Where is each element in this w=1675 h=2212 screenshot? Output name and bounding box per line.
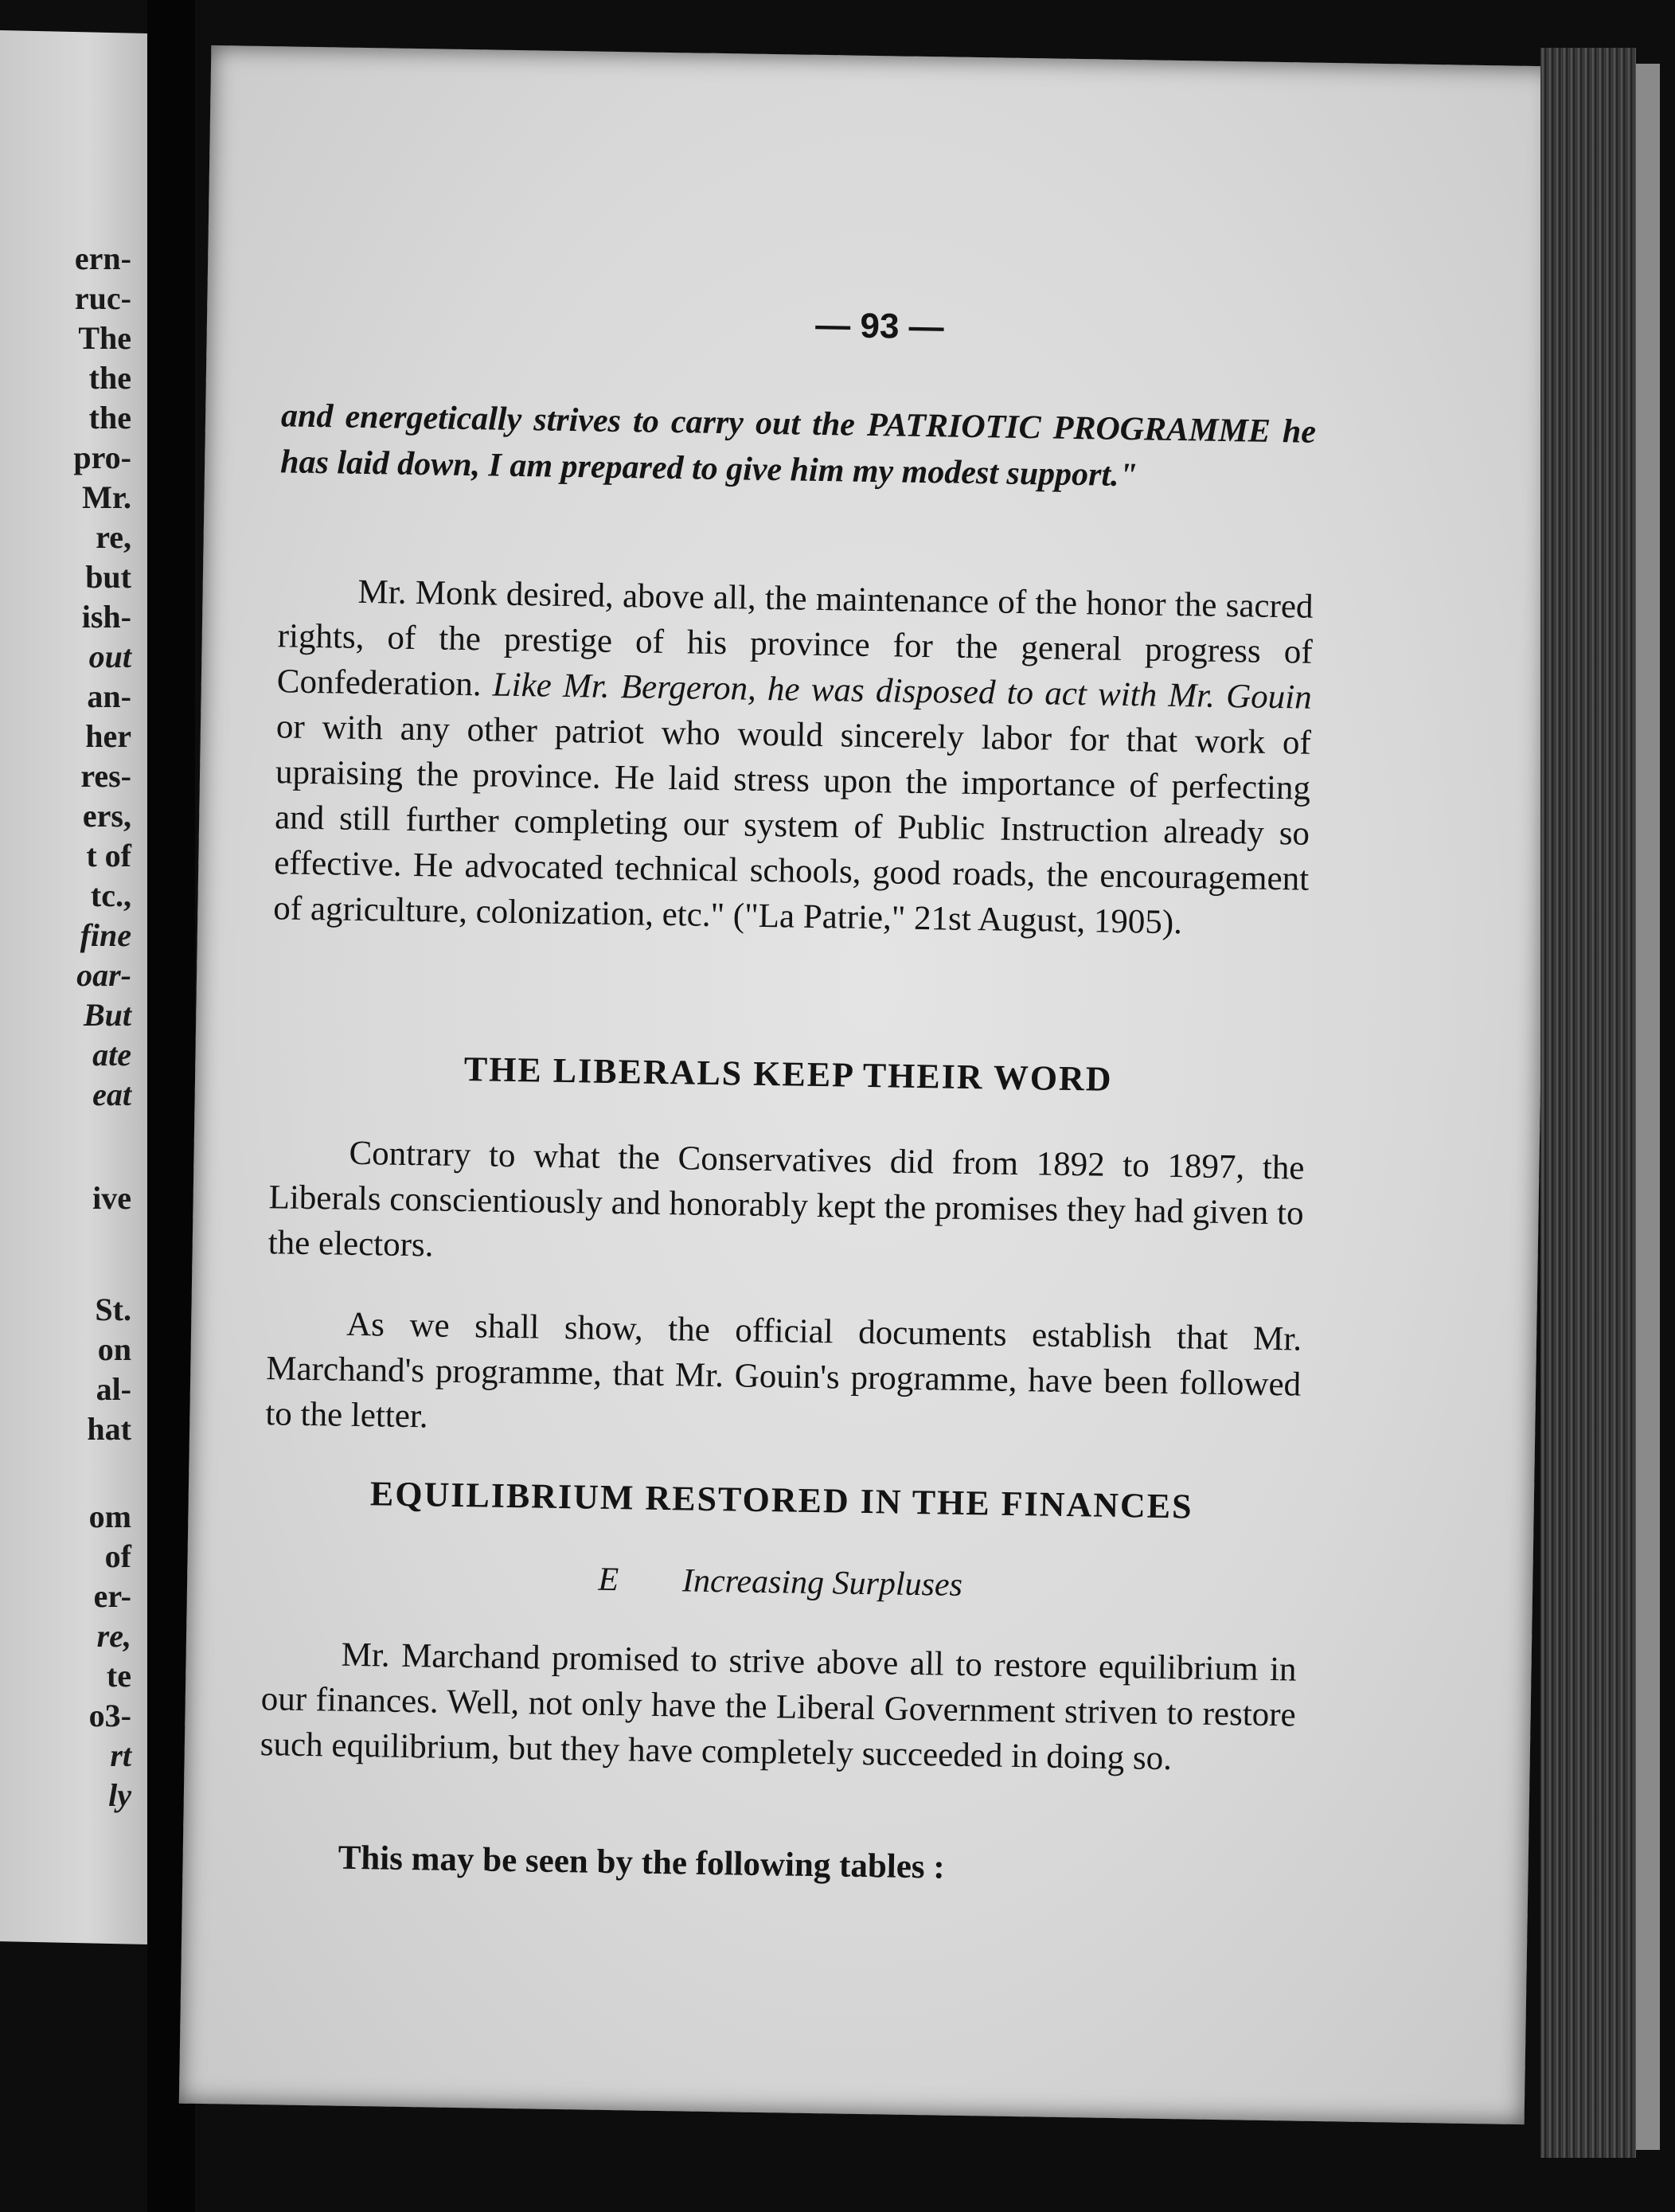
paragraph-monk — [273, 568, 1314, 947]
left-page-fragment: St. — [95, 1292, 131, 1327]
left-page-fragment: Mr. — [82, 479, 131, 515]
left-page-fragment: an- — [87, 678, 131, 714]
page-93 — [179, 45, 1556, 2124]
left-page-fragment: out — [88, 639, 131, 674]
left-page-fragment: te — [106, 1658, 131, 1694]
left-page-fragment: re, — [96, 519, 131, 555]
section-heading-equilibrium: EQUILIBRIUM RESTORED IN THE FINANCES — [369, 1474, 1193, 1526]
left-page-fragment: fine — [80, 917, 131, 953]
left-page-fragment: ish- — [81, 599, 131, 635]
left-page-fragment: er- — [93, 1578, 131, 1614]
left-page-fragment: al- — [96, 1371, 131, 1407]
page-number: — 93 — — [814, 305, 945, 347]
paragraph-tables-intro: This may be seen by the following tables : — [338, 1839, 946, 1886]
left-page-fragment: pro- — [73, 440, 131, 475]
left-page-fragment: on — [97, 1331, 131, 1367]
left-page-fragment: ruc- — [74, 280, 131, 316]
left-page-fragment: of — [104, 1538, 131, 1574]
paragraph-monk-text-1: Mr. Monk desired, above all, the maintenance of the honor the sacred rights, of the prestige of his province for the general progress of Confederation. — [276, 573, 1314, 704]
subsection-title: Increasing Surpluses — [681, 1562, 963, 1604]
left-page-fragment: t of — [86, 838, 131, 873]
paragraph-conservatives: Contrary to what the Conservatives did from 1892 to 1897, the Liberals conscientiously and honorably kept the promises they had given to the electors. — [267, 1134, 1305, 1264]
left-page-fragment: o3- — [88, 1698, 131, 1733]
page-edges — [1540, 48, 1636, 2158]
left-page-fragment: ive — [92, 1180, 131, 1216]
left-page-fragment: ers, — [82, 798, 131, 834]
left-page-fragment: the — [88, 360, 131, 396]
subsection-heading — [263, 1555, 1298, 1609]
subsection-mark: E — [598, 1561, 619, 1599]
paragraph-monk-text-2: or with any other patriot who would sincerely labor for that work of upraising the province. He laid stress upon the importance of perfecting and still further completing our system of Public Instruction already so effective. He advocated technical schools, good roads, the encouragement of agriculture, colonization, etc." ("La Patrie," 21st August, 1905). — [273, 708, 1312, 942]
left-page-fragment: eat — [92, 1077, 131, 1112]
book-cover-edge — [1636, 64, 1660, 2150]
left-page-fragment: but — [85, 559, 131, 595]
left-page-fragment: rt — [110, 1737, 131, 1773]
left-page-fragment: hat — [87, 1411, 131, 1447]
left-page-fragment: her — [85, 718, 131, 754]
quote-continuation: and energetically strives to carry out the PATRIOTIC PROGRAMME he has laid down, I am prepared to give him my modest support." — [279, 397, 1317, 494]
paragraph-marchand: Mr. Marchand promised to strive above all to restore equilibrium in our finances. Well, not only have the Liberal Government striven to restore such equilibrium, but they have completely succeeded in doing so. — [260, 1636, 1297, 1778]
paragraph-official-documents: As we shall show, the official documents establish that Mr. Marchand's programme, that Mr. Gouin's programme, have been followed to the letter. — [265, 1305, 1302, 1436]
left-page-fragment: ate — [92, 1037, 131, 1073]
left-page-fragment: om — [88, 1499, 131, 1534]
left-page-fragment: But — [83, 997, 131, 1033]
left-page-fragment: The — [78, 320, 131, 356]
left-page-fragment: the — [88, 400, 131, 436]
section-heading-liberals: THE LIBERALS KEEP THEIR WORD — [463, 1049, 1113, 1099]
left-page-fragment: res- — [80, 758, 131, 794]
paragraph-monk-italic: Like Mr. Bergeron, he was disposed to act with Mr. Gouin — [492, 666, 1313, 717]
left-page-fragment: ly — [108, 1777, 131, 1813]
left-page-fragment: tc., — [90, 877, 131, 913]
left-page-fragment: re, — [96, 1618, 131, 1654]
left-page-fragment: oar- — [76, 957, 131, 993]
left-page-fragment: ern- — [74, 240, 131, 276]
